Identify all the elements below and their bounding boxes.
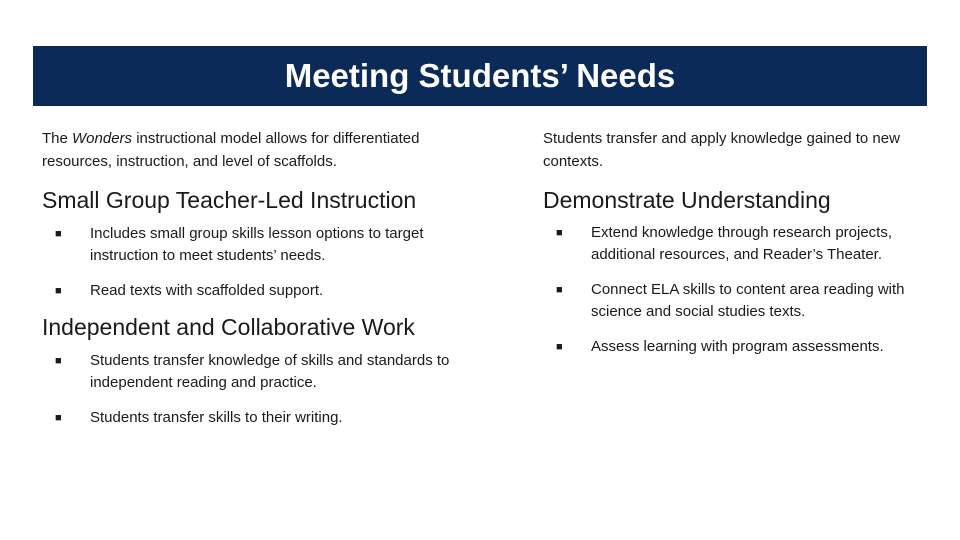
list-item <box>42 350 472 394</box>
intro-text-after: instructional model allows for differentiated resources, instruction, and level of scaffolds. <box>42 130 420 170</box>
intro-emphasis: Wonders <box>72 130 133 147</box>
list-item-text: Extend knowledge through research projects, additional resources, and Reader’s Theater. <box>591 224 893 263</box>
section-independent-collaborative <box>42 312 472 429</box>
intro-paragraph <box>42 128 472 173</box>
bullet-square-icon: ■ <box>556 284 563 296</box>
list-item-text: Students transfer skills to their writing. <box>90 409 343 426</box>
bullet-list <box>42 350 472 429</box>
intro-paragraph: Students transfer and apply knowledge gained to new contexts. <box>543 130 900 170</box>
list-item-text: Read texts with scaffolded support. <box>90 282 324 299</box>
left-column <box>42 128 472 429</box>
bullet-square-icon: ■ <box>55 228 62 240</box>
bullet-square-icon: ■ <box>55 412 62 424</box>
list-item <box>543 336 923 358</box>
list-item <box>42 223 472 267</box>
bullet-square-icon: ■ <box>556 341 563 353</box>
page-title: Meeting Students’ Needs <box>284 57 676 94</box>
bullet-square-icon: ■ <box>55 355 62 367</box>
list-item <box>42 407 472 429</box>
list-item-text: Students transfer knowledge of skills and standards to independent reading and practice. <box>90 352 450 391</box>
list-item-text: Assess learning with program assessments. <box>591 338 884 355</box>
bullet-list <box>42 223 472 302</box>
section-heading: Small Group Teacher-Led Instruction <box>42 187 417 213</box>
list-item <box>42 280 472 302</box>
bullet-square-icon: ■ <box>556 227 563 239</box>
section-demonstrate-understanding <box>543 185 923 358</box>
section-heading: Demonstrate Understanding <box>543 187 831 213</box>
intro-text-before: The <box>42 130 73 147</box>
section-heading: Independent and Collaborative Work <box>42 314 415 340</box>
title-banner <box>33 46 927 106</box>
section-small-group <box>42 185 472 302</box>
right-column <box>543 128 923 358</box>
list-item-text: Connect ELA skills to content area reading with science and social studies texts. <box>591 281 905 320</box>
list-item <box>543 279 923 323</box>
list-item-text: Includes small group skills lesson options to target instruction to meet students’ needs. <box>90 225 424 264</box>
list-item <box>543 222 923 266</box>
bullet-list <box>543 222 923 358</box>
bullet-square-icon: ■ <box>55 285 62 297</box>
